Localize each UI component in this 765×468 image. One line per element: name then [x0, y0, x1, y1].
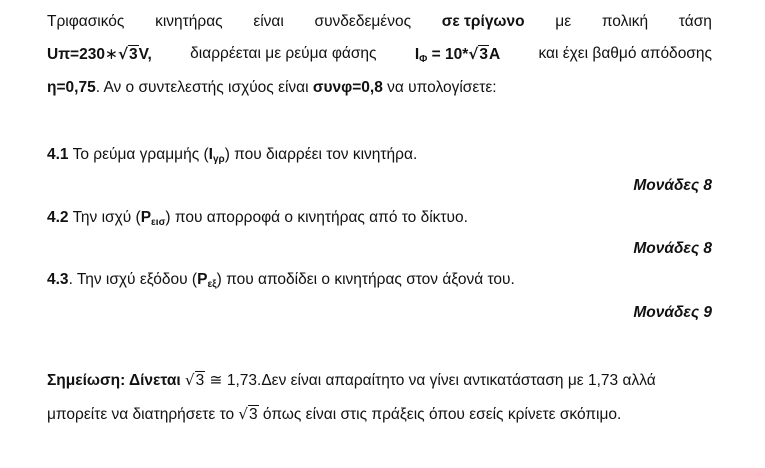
marks-4-1: Μονάδες 8 — [633, 177, 712, 194]
symbol: I — [208, 146, 213, 163]
sqrt-argument: 3 — [248, 406, 258, 423]
sqrt-argument: 3 — [129, 46, 138, 63]
intro-word: τάση — [678, 13, 712, 30]
efficiency: η=0,75 — [47, 79, 96, 96]
symbol: P — [197, 271, 208, 288]
question-number: 4.3 — [47, 271, 69, 288]
sqrt-expression — [118, 44, 139, 65]
sqrt-expression — [185, 370, 205, 391]
intro-line-2 — [47, 44, 712, 70]
sqrt-symbol: √ — [117, 45, 128, 63]
question-number: 4.2 — [47, 209, 69, 226]
question-4-1: 4.1 Το ρεύμα γραμμής $(I_{\gamma\rho})$ που διαρρέει τον κινητήρα. — [47, 146, 418, 165]
flow-text: διαρρέεται με ρεύμα φάσης — [190, 45, 377, 62]
intro-word: με — [555, 13, 572, 30]
marks-4-3: Μονάδες 9 — [633, 304, 712, 321]
line-voltage: Uπ=230∗√3V, — [47, 45, 152, 63]
tail-text: και έχει βαθμό απόδοσης — [538, 45, 712, 62]
approx-symbol: ≅ — [209, 371, 223, 389]
note-label: Σημείωση: Δίνεται — [47, 372, 181, 389]
intro-word: κινητήρας — [155, 13, 223, 30]
question-number: 4.1 — [47, 146, 69, 163]
intro-word: είναι — [253, 13, 284, 30]
sqrt-expression — [468, 44, 489, 65]
question-4-3: 4.3. Την ισχύ εξόδου $(P_{\varepsilon\xi})$ που αποδίδει ο κινητήρας στον άξονά του. — [47, 271, 515, 290]
phase-current: $I_\Phi = 10*√3A$ — [414, 45, 501, 65]
sqrt-symbol: √ — [238, 405, 248, 423]
sqrt-symbol: √ — [468, 45, 479, 63]
sqrt-argument: 3 — [195, 372, 205, 389]
intro-word: Τριφασικός — [47, 13, 125, 30]
sqrt-symbol: √ — [185, 371, 195, 389]
intro-word: συνδεδεμένος — [314, 13, 412, 30]
power-factor: συνφ=0,8 — [312, 79, 383, 96]
note-line-2: μπορείτε να διατηρήσετε το √3 όπως είναι στις πράξεις όπου εσείς κρίνετε σκόπιμο. — [47, 405, 622, 423]
sqrt-value: 1,73 — [226, 372, 258, 389]
question-4-2: 4.2 Την ισχύ $(P_{\varepsilon\iota\sigma})$ που απορροφά ο κινητήρας από το δίκτυο. — [47, 209, 468, 228]
note-line-1: Σημείωση: Δίνεται √3 ≅ 1,73.Δεν είναι απαραίτητο να γίνει αντικατάσταση με 1,73 αλλά — [47, 371, 656, 389]
voltage-unit: V, — [138, 46, 152, 63]
intro-word: πολική — [601, 13, 649, 30]
symbol: P — [140, 209, 152, 226]
current-unit: A — [488, 46, 501, 63]
sqrt-argument: 3 — [479, 46, 488, 63]
connection-type: σε τρίγωνο — [441, 13, 525, 30]
sqrt-expression — [238, 404, 258, 425]
marks-4-2: Μονάδες 8 — [633, 240, 712, 257]
multiply-symbol: ∗ — [104, 45, 118, 63]
intro-line-3: η=0,75. Αν ο συντελεστής ισχύος είναι συνφ=0,8 να υπολογίσετε: — [47, 79, 497, 96]
intro-line-1 — [47, 12, 712, 32]
